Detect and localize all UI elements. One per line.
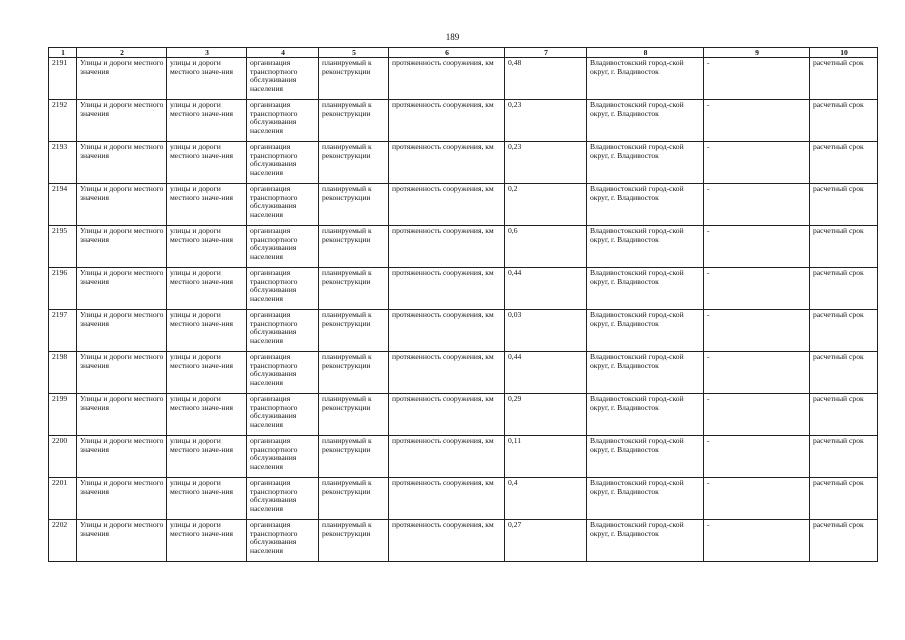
status-cell: планируемый к реконструкции (319, 478, 389, 520)
object-name-cell: Улицы и дороги местного значения (77, 58, 167, 100)
object-type-cell: улицы и дороги местного значе-ния (167, 478, 247, 520)
location-cell: Владивостокский город-ской округ, г. Владивосток (587, 478, 704, 520)
status-cell: планируемый к реконструкции (319, 184, 389, 226)
zone-cell: - (704, 310, 810, 352)
purpose-cell: организация транспортного обслуживания населения (247, 58, 319, 100)
page-number: 189 (445, 32, 460, 42)
row-number-cell: 2200 (49, 436, 77, 478)
object-name-cell: Улицы и дороги местного значения (77, 520, 167, 562)
table-row (49, 142, 878, 184)
term-cell: расчетный срок (810, 268, 878, 310)
purpose-cell: организация транспортного обслуживания населения (247, 520, 319, 562)
location-cell: Владивостокский город-ской округ, г. Владивосток (587, 310, 704, 352)
value-cell: 0,11 (505, 436, 587, 478)
term-cell: расчетный срок (810, 436, 878, 478)
location-cell: Владивостокский город-ской округ, г. Владивосток (587, 394, 704, 436)
purpose-cell: организация транспортного обслуживания населения (247, 436, 319, 478)
term-cell: расчетный срок (810, 58, 878, 100)
status-cell: планируемый к реконструкции (319, 58, 389, 100)
object-type-cell: улицы и дороги местного значе-ния (167, 226, 247, 268)
status-cell: планируемый к реконструкции (319, 310, 389, 352)
term-cell: расчетный срок (810, 100, 878, 142)
purpose-cell: организация транспортного обслуживания населения (247, 268, 319, 310)
object-name-cell: Улицы и дороги местного значения (77, 268, 167, 310)
registry-table (48, 47, 878, 562)
object-type-cell: улицы и дороги местного значе-ния (167, 58, 247, 100)
value-cell: 0,6 (505, 226, 587, 268)
status-cell: планируемый к реконструкции (319, 268, 389, 310)
table-row (49, 478, 878, 520)
object-type-cell: улицы и дороги местного значе-ния (167, 142, 247, 184)
column-header: 4 (247, 48, 319, 58)
value-cell: 0,23 (505, 142, 587, 184)
status-cell: планируемый к реконструкции (319, 520, 389, 562)
status-cell: планируемый к реконструкции (319, 436, 389, 478)
object-type-cell: улицы и дороги местного значе-ния (167, 436, 247, 478)
location-cell: Владивостокский город-ской округ, г. Владивосток (587, 352, 704, 394)
term-cell: расчетный срок (810, 310, 878, 352)
value-cell: 0,2 (505, 184, 587, 226)
object-name-cell: Улицы и дороги местного значения (77, 394, 167, 436)
characteristic-cell: протяженность сооружения, км (389, 394, 505, 436)
table-row (49, 184, 878, 226)
purpose-cell: организация транспортного обслуживания населения (247, 478, 319, 520)
zone-cell: - (704, 478, 810, 520)
status-cell: планируемый к реконструкции (319, 352, 389, 394)
row-number-cell: 2197 (49, 310, 77, 352)
value-cell: 0,29 (505, 394, 587, 436)
value-cell: 0,48 (505, 58, 587, 100)
characteristic-cell: протяженность сооружения, км (389, 100, 505, 142)
object-name-cell: Улицы и дороги местного значения (77, 352, 167, 394)
object-name-cell: Улицы и дороги местного значения (77, 142, 167, 184)
purpose-cell: организация транспортного обслуживания населения (247, 310, 319, 352)
row-number-cell: 2201 (49, 478, 77, 520)
location-cell: Владивостокский город-ской округ, г. Владивосток (587, 184, 704, 226)
table-row (49, 436, 878, 478)
zone-cell: - (704, 436, 810, 478)
row-number-cell: 2192 (49, 100, 77, 142)
term-cell: расчетный срок (810, 226, 878, 268)
row-number-cell: 2191 (49, 58, 77, 100)
column-header: 9 (704, 48, 810, 58)
header-row (49, 48, 878, 58)
object-name-cell: Улицы и дороги местного значения (77, 310, 167, 352)
location-cell: Владивостокский город-ской округ, г. Владивосток (587, 58, 704, 100)
term-cell: расчетный срок (810, 478, 878, 520)
table-row (49, 520, 878, 562)
purpose-cell: организация транспортного обслуживания населения (247, 394, 319, 436)
object-name-cell: Улицы и дороги местного значения (77, 100, 167, 142)
location-cell: Владивостокский город-ской округ, г. Владивосток (587, 100, 704, 142)
location-cell: Владивостокский город-ской округ, г. Владивосток (587, 142, 704, 184)
zone-cell: - (704, 352, 810, 394)
characteristic-cell: протяженность сооружения, км (389, 352, 505, 394)
status-cell: планируемый к реконструкции (319, 142, 389, 184)
object-name-cell: Улицы и дороги местного значения (77, 184, 167, 226)
table-row (49, 58, 878, 100)
purpose-cell: организация транспортного обслуживания населения (247, 226, 319, 268)
column-header: 6 (389, 48, 505, 58)
row-number-cell: 2199 (49, 394, 77, 436)
table-row (49, 268, 878, 310)
zone-cell: - (704, 100, 810, 142)
zone-cell: - (704, 142, 810, 184)
value-cell: 0,44 (505, 352, 587, 394)
value-cell: 0,27 (505, 520, 587, 562)
status-cell: планируемый к реконструкции (319, 394, 389, 436)
table-row (49, 394, 878, 436)
column-header: 8 (587, 48, 704, 58)
row-number-cell: 2196 (49, 268, 77, 310)
term-cell: расчетный срок (810, 142, 878, 184)
column-header: 7 (505, 48, 587, 58)
value-cell: 0,44 (505, 268, 587, 310)
value-cell: 0,4 (505, 478, 587, 520)
zone-cell: - (704, 226, 810, 268)
object-name-cell: Улицы и дороги местного значения (77, 226, 167, 268)
characteristic-cell: протяженность сооружения, км (389, 226, 505, 268)
table-row (49, 100, 878, 142)
characteristic-cell: протяженность сооружения, км (389, 310, 505, 352)
characteristic-cell: протяженность сооружения, км (389, 268, 505, 310)
column-header: 1 (49, 48, 77, 58)
table-row (49, 310, 878, 352)
zone-cell: - (704, 268, 810, 310)
object-name-cell: Улицы и дороги местного значения (77, 436, 167, 478)
status-cell: планируемый к реконструкции (319, 226, 389, 268)
characteristic-cell: протяженность сооружения, км (389, 58, 505, 100)
zone-cell: - (704, 58, 810, 100)
object-type-cell: улицы и дороги местного значе-ния (167, 394, 247, 436)
row-number-cell: 2195 (49, 226, 77, 268)
value-cell: 0,03 (505, 310, 587, 352)
column-header: 10 (810, 48, 878, 58)
row-number-cell: 2202 (49, 520, 77, 562)
column-header: 5 (319, 48, 389, 58)
column-header: 2 (77, 48, 167, 58)
location-cell: Владивостокский город-ской округ, г. Владивосток (587, 436, 704, 478)
object-type-cell: улицы и дороги местного значе-ния (167, 184, 247, 226)
purpose-cell: организация транспортного обслуживания населения (247, 184, 319, 226)
characteristic-cell: протяженность сооружения, км (389, 142, 505, 184)
zone-cell: - (704, 394, 810, 436)
term-cell: расчетный срок (810, 352, 878, 394)
term-cell: расчетный срок (810, 184, 878, 226)
value-cell: 0,23 (505, 100, 587, 142)
purpose-cell: организация транспортного обслуживания населения (247, 100, 319, 142)
object-type-cell: улицы и дороги местного значе-ния (167, 268, 247, 310)
location-cell: Владивостокский город-ской округ, г. Владивосток (587, 226, 704, 268)
table-row (49, 352, 878, 394)
table-row (49, 226, 878, 268)
object-name-cell: Улицы и дороги местного значения (77, 478, 167, 520)
characteristic-cell: протяженность сооружения, км (389, 478, 505, 520)
zone-cell: - (704, 520, 810, 562)
characteristic-cell: протяженность сооружения, км (389, 436, 505, 478)
characteristic-cell: протяженность сооружения, км (389, 520, 505, 562)
object-type-cell: улицы и дороги местного значе-ния (167, 352, 247, 394)
zone-cell: - (704, 184, 810, 226)
row-number-cell: 2198 (49, 352, 77, 394)
object-type-cell: улицы и дороги местного значе-ния (167, 310, 247, 352)
purpose-cell: организация транспортного обслуживания населения (247, 352, 319, 394)
location-cell: Владивостокский город-ской округ, г. Владивосток (587, 520, 704, 562)
object-type-cell: улицы и дороги местного значе-ния (167, 100, 247, 142)
object-type-cell: улицы и дороги местного значе-ния (167, 520, 247, 562)
term-cell: расчетный срок (810, 520, 878, 562)
location-cell: Владивостокский город-ской округ, г. Владивосток (587, 268, 704, 310)
term-cell: расчетный срок (810, 394, 878, 436)
table-body (49, 58, 878, 562)
column-header: 3 (167, 48, 247, 58)
row-number-cell: 2193 (49, 142, 77, 184)
row-number-cell: 2194 (49, 184, 77, 226)
purpose-cell: организация транспортного обслуживания населения (247, 142, 319, 184)
status-cell: планируемый к реконструкции (319, 100, 389, 142)
characteristic-cell: протяженность сооружения, км (389, 184, 505, 226)
